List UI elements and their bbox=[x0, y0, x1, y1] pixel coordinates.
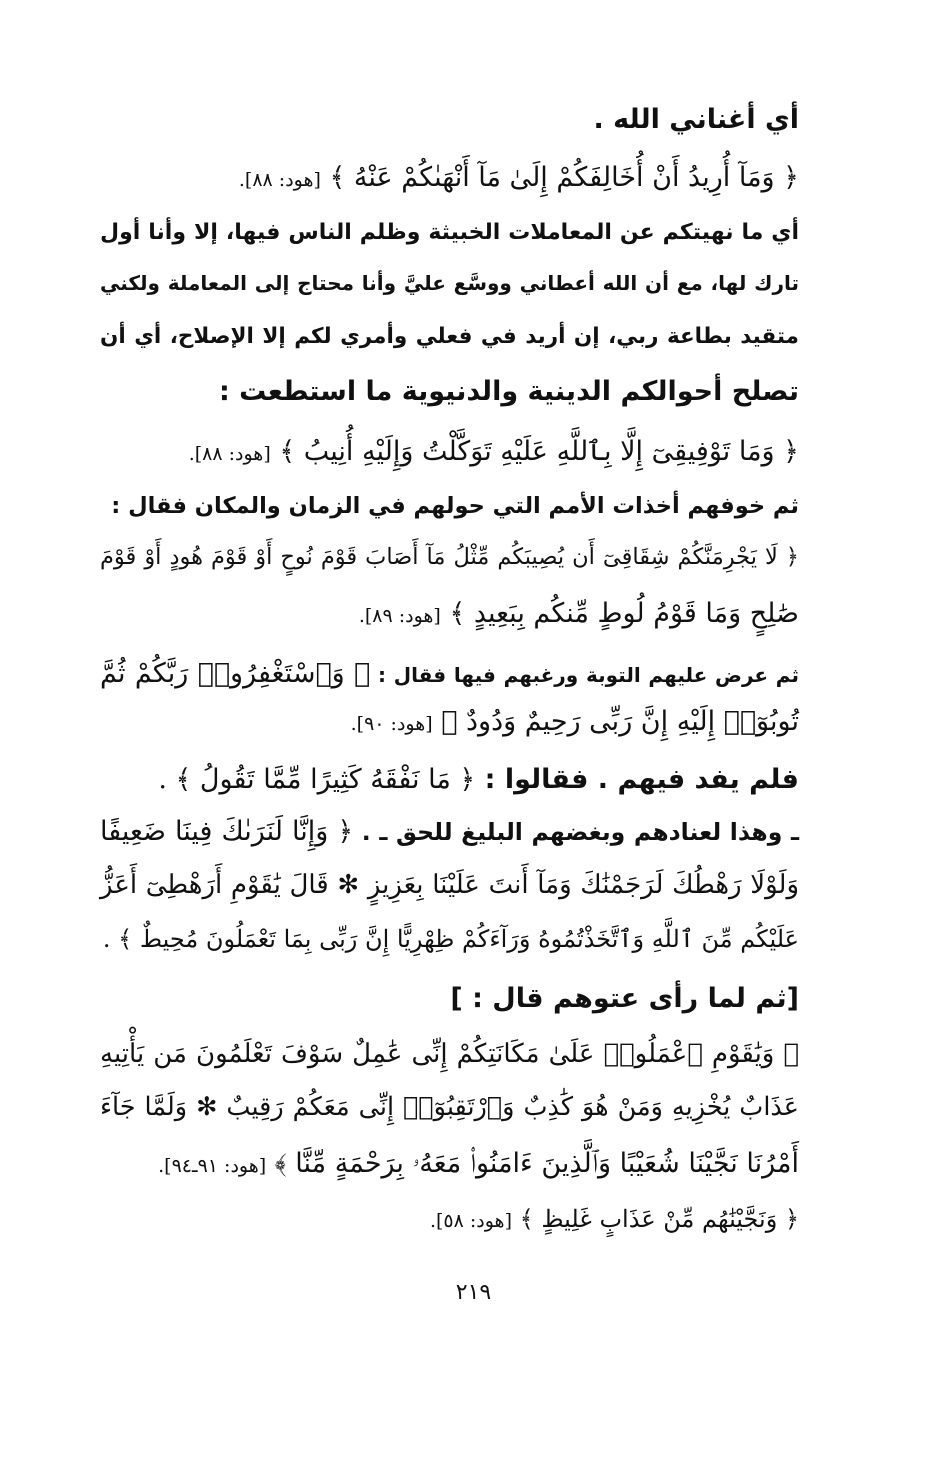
line-6: تصلح أحوالكم الدينية والدنيوية ما استطعت : bbox=[218, 376, 799, 407]
line-1: أي أغناني الله . bbox=[593, 104, 799, 135]
line-11: ثم عرض عليهم التوبة ورغبهم فيها فقال : ﴿ وَٱسْتَغْفِرُوا۟ رَبَّكُمْ ثُمَّ bbox=[100, 658, 800, 689]
line-20 bbox=[158, 1150, 799, 1177]
line-8: ثم خوفهم أخذات الأمم التي حولهم في الزمان والمكان فقال : bbox=[111, 493, 799, 519]
quran-verse: ﴿ لَا يَجْرِمَنَّكُمْ شِقَاقِىٓ أَن يُصِيبَكُم مِّثْلُ مَآ أَصَابَ قَوْمَ نُوحٍ أَوْ قَوْمَ هُودٍ أَوْ قَوْمَ bbox=[100, 544, 799, 570]
quran-verse: عَلَيْكُم مِّنَ ٱللَّهِ وَٱتَّخَذْتُمُوهُ وَرَآءَكُمْ ظِهْرِيًّا إِنَّ رَبِّى بِمَا تَعْمَلُونَ مُحِيطٌ ﴾ . bbox=[102, 925, 799, 953]
line-7 bbox=[189, 438, 799, 465]
line-15 bbox=[100, 872, 799, 898]
line-21 bbox=[430, 1207, 799, 1231]
line-3: أي ما نهيتكم عن المعاملات الخبيثة وظلم الناس فيها، إلا وأنا أول bbox=[100, 220, 799, 245]
line-10 bbox=[359, 600, 799, 627]
quran-verse: ﴿ وَيَٰقَوْمِ ٱعْمَلُوا۟ عَلَىٰ مَكَانَتِكُمْ إِنِّى عَٰمِلٌ سَوْفَ تَعْلَمُونَ مَن يَأْتِيهِ bbox=[100, 1039, 799, 1069]
line-16 bbox=[103, 927, 799, 951]
line-13: فلم يفد فيهم . فقالوا : ﴿ مَا نَفْقَهُ كَثِيرًا مِّمَّا تَقُولُ ﴾ . bbox=[158, 764, 799, 795]
quran-verse: ﴿ وَمَآ أُرِيدُ أَنْ أُخَالِفَكُمْ إِلَىٰ مَآ أَنْهَىٰكُمْ عَنْهُ ﴾ bbox=[329, 162, 799, 193]
quran-verse: ﴿ وَمَا تَوْفِيقِىٓ إِلَّا بِٱللَّهِ عَلَيْهِ تَوَكَّلْتُ وَإِلَيْهِ أُنِيبُ ﴾ bbox=[279, 436, 799, 467]
quran-verse: ﴿ وَٱسْتَغْفِرُوا۟ رَبَّكُمْ ثُمَّ bbox=[100, 658, 371, 689]
line-14: ـ وهذا لعنادهم وبغضهم البليغ للحق ـ . ﴿ وَإِنَّا لَنَرَىٰكَ فِينَا ضَعِيفًا bbox=[100, 816, 799, 847]
verse-reference: [هود: ٨٨]. bbox=[188, 443, 271, 465]
line-19 bbox=[100, 1092, 799, 1122]
quran-verse: صَٰلِحٍ وَمَا قَوْمُ لُوطٍ مِّنكُم بِبَعِيدٍ ﴾ bbox=[449, 598, 799, 629]
page-number: ٢١٩ bbox=[455, 1280, 492, 1305]
line-2 bbox=[239, 164, 799, 191]
line-17: [ثم لما رأى عتوهم قال : ] bbox=[450, 983, 799, 1014]
line-12 bbox=[351, 708, 799, 735]
quran-verse: عَذَابٌ يُخْزِيهِ وَمَنْ هُوَ كَٰذِبٌ وَٱرْتَقِبُوٓا۟ إِنِّى مَعَكُمْ رَقِيبٌ ✻ وَلَمَّا جَآءَ bbox=[100, 1092, 799, 1122]
quran-verse: ﴿ وَإِنَّا لَنَرَىٰكَ فِينَا ضَعِيفًا bbox=[100, 816, 354, 847]
verse-reference: [هود: ٥٨]. bbox=[429, 1210, 512, 1232]
quran-verse: ﴿ مَا نَفْقَهُ كَثِيرًا مِّمَّا تَقُولُ ﴾ . bbox=[158, 764, 476, 795]
quran-verse: تُوبُوٓا۟ إِلَيْهِ إِنَّ رَبِّى رَحِيمٌ وَدُودٌ ﴾ bbox=[441, 706, 799, 737]
verse-reference: [هود: ٨٩]. bbox=[358, 605, 441, 627]
quran-verse: ﴿ وَنَجَّيْنَٰهُم مِّنْ عَذَابٍ غَلِيظٍ ﴾ bbox=[519, 1205, 799, 1233]
line-18 bbox=[100, 1041, 799, 1067]
line-4: تارك لها، مع أن الله أعطاني ووسَّع عليَّ وأنا محتاج إلى المعاملة ولكني bbox=[100, 271, 799, 295]
quran-verse: وَلَوْلَا رَهْطُكَ لَرَجَمْنَٰكَ وَمَآ أَنتَ عَلَيْنَا بِعَزِيزٍ ✻ قَالَ يَٰقَوْمِ أَرَهْطِىٓ أَعَزُّ bbox=[100, 870, 799, 900]
line-9 bbox=[100, 546, 799, 569]
verse-reference: [هود: ٩١ـ٩٤]. bbox=[158, 1155, 267, 1177]
quran-verse: أَمْرُنَا نَجَّيْنَا شُعَيْبًا وَٱلَّذِينَ ءَامَنُوا۟ مَعَهُۥ بِرَحْمَةٍ مِّنَّا ﴾ bbox=[274, 1148, 799, 1179]
line-5: متقيد بطاعة ربي، إن أريد في فعلي وأمري لكم إلا الإصلاح، أي أن bbox=[100, 324, 799, 349]
verse-reference: [هود: ٩٠]. bbox=[350, 713, 433, 735]
verse-reference: [هود: ٨٨]. bbox=[238, 169, 321, 191]
